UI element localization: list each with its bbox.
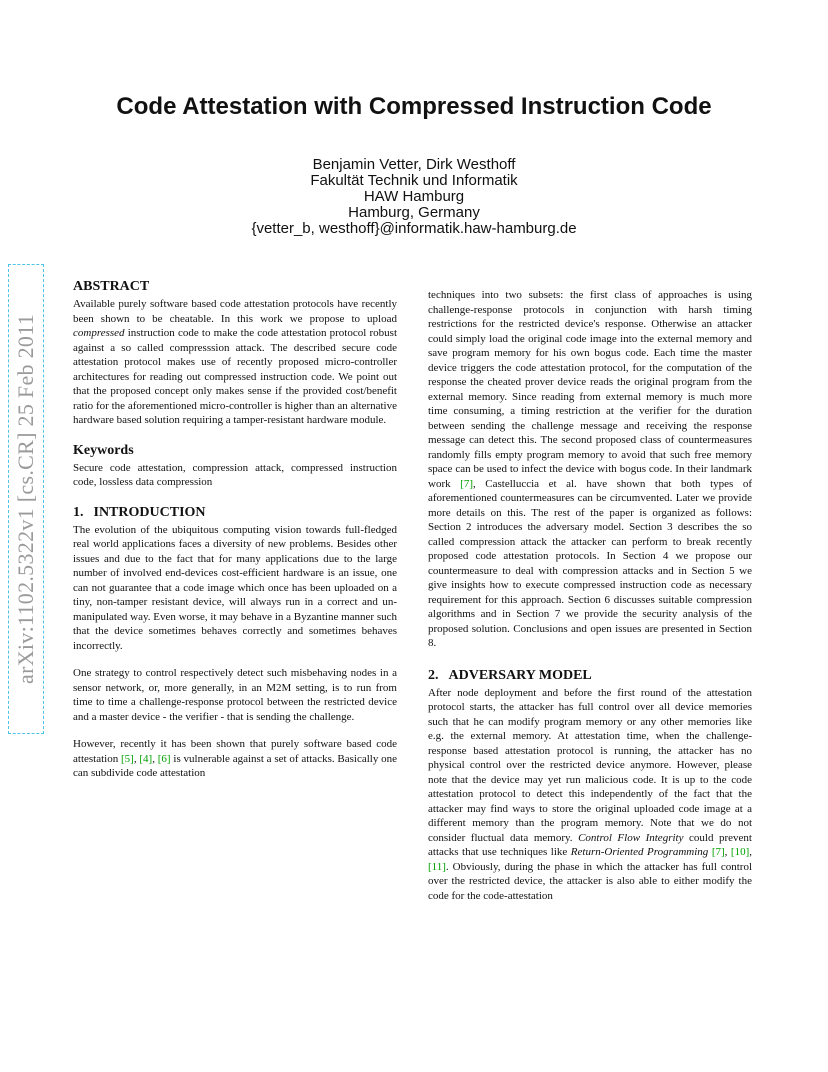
citation-link-7[interactable]: [7]: [460, 477, 473, 490]
citation-link-6[interactable]: [6]: [157, 752, 171, 765]
citation-link-10[interactable]: [10]: [730, 846, 750, 858]
abstract-text: Available purely software based code attestation protocols have recently been shown to be cheatable. In this work we propose to upload compressed instruction code to make the code attestation protocol robust against a so called compresssion attack. The described secure code attestation protocol makes use of recently proposed micro-controller architectures for reading out compressed instruction code. We point out that the proposed concept only makes sense if the provided cost/benefit ratio for the aforementioned micro-controller is higher than an alternative hardware based solution requiring a tamper-resistant hardware module.: [73, 298, 397, 426]
author-names: Benjamin Vetter, Dirk Westhoff: [312, 156, 516, 173]
intro-paragraph-3: However, recently it has been shown that purely software based code attestation [5], [4], [6] is vulnerable against a set of attacks. Basically one can subdivide code attestation: [73, 738, 398, 779]
abstract-heading: ABSTRACT: [73, 279, 150, 294]
author-institution: HAW Hamburg: [363, 188, 465, 205]
keywords-text: Secure code attestation, compression attack, compressed instruction code, lossless data compression: [73, 461, 397, 488]
keywords-heading: Keywords: [73, 442, 134, 458]
left-column: [73, 278, 397, 781]
adversary-model-paragraph: After node deployment and before the first round of the attestation protocol starts, the attacker has full control over all device memories such that he can modify program memory or any other memories like e.g. the external memory. At attestation time, when the challenge-response based attestation protocol is running, the attacker has no physical control over the restricted device anymore. However, please note that the device may yet run malicious code. It is up to the code attestation protocol to detect this independently of the fact that the attacker may find ways to store the original uploaded code image at a different memory than the program memory. Note that we do not consider fluctual data memory. Control Flow Integrity could prevent attacks that use techniques like Return-Oriented Programming [7], [10], [11]. Obviously, during the phase in which the attacker has full control over the restricted device, the attacker is also able to either modify the code for the code-attestation: [428, 686, 752, 902]
abstract-section: [73, 278, 397, 428]
citation-link-11[interactable]: [11]: [428, 860, 446, 873]
arxiv-identifier: arXiv:1102.5322v1 [cs.CR] 25 Feb 2011: [13, 314, 38, 684]
citation-link-5[interactable]: [5]: [121, 752, 134, 765]
adversary-model-heading: 2. ADVERSARY MODEL: [428, 667, 592, 683]
intro-paragraph-1: The evolution of the ubiquitous computing vision towards full-fledged real world applications faces a diversity of new problems. Besides other issues and due to the fact that for many applications due to the large number of involved end-devices cost-efficient hardware is an issue, one can not guarantee that a code image which once has been uploaded on a tiny, non-tamper resistant device, will always run in a correct and un-manipulated way. Even worse, it may behave in a Byzantine manner such that the device sometimes behaves correctly and sometimes behaves incorrectly.: [73, 523, 397, 652]
adversary-model-section: [428, 667, 752, 904]
right-column: [428, 288, 752, 903]
citation-link-7b[interactable]: [7]: [711, 846, 725, 858]
author-faculty: Fakultät Technik und Informatik: [310, 172, 518, 189]
author-location: Hamburg, Germany: [348, 204, 480, 221]
keywords-section: [73, 442, 397, 490]
paper-title: Code Attestation with Compressed Instruction Code: [116, 93, 712, 120]
author-block: [0, 157, 828, 237]
author-email: {vetter_b, westhoff}@informatik.haw-hamburg.de: [251, 220, 577, 237]
introduction-heading: 1. INTRODUCTION: [73, 504, 206, 520]
intro-paragraph-2: One strategy to control respectively detect such misbehaving nodes in a sensor network, or, more generally, in an M2M setting, is to run from time to time a challenge-response protocol between the restricted device and a master device - the verifier - that is sending the challenge.: [73, 667, 397, 723]
citation-link-4[interactable]: [4]: [139, 752, 153, 765]
arxiv-sidebar-link[interactable]: [8, 264, 44, 734]
introduction-section: [73, 504, 397, 781]
intro-continued-paragraph: techniques into two subsets: the first class of approaches is using challenge-response protocols in conjunction with harsh timing restrictions for the restricted device's response. Otherwise an attacker could simply load the original code image into the external memory and save program memory for his own bogus code. Each time the master device triggers the code attestation protocol, for the computation of the response the cheated prover device reads the original program from the external memory. Since reading from external memory is much more time consuming, a timing restriction at the verifier for the duration between sending the challenge message and receiving the response message can detect this. The second proposed class of countermeasures randomly fills empty program memory to avoid that such free memory space can be used to infect the device with bogus code. In their landmark work [7], Castelluccia et al. have shown that both types of aforementioned countermeasures can be circumvented. Later we provide more details on this. The rest of the paper is organized as follows: Section 2 introduces the adversary model. Section 3 describes the so called compression attack the attacker can perform to break recently proposed code attestation protocols. In Section 4 we propose our countermeasure to deal with compression attacks and in Section 5 we give insights how to execute compressed instruction code as necessary requirement for this approach. Section 6 discusses suitable compression algorithms and in Section 7 we provide the security analysis of the proposed solution. Conclusions and open issues are presented in Section 8.: [428, 289, 753, 649]
